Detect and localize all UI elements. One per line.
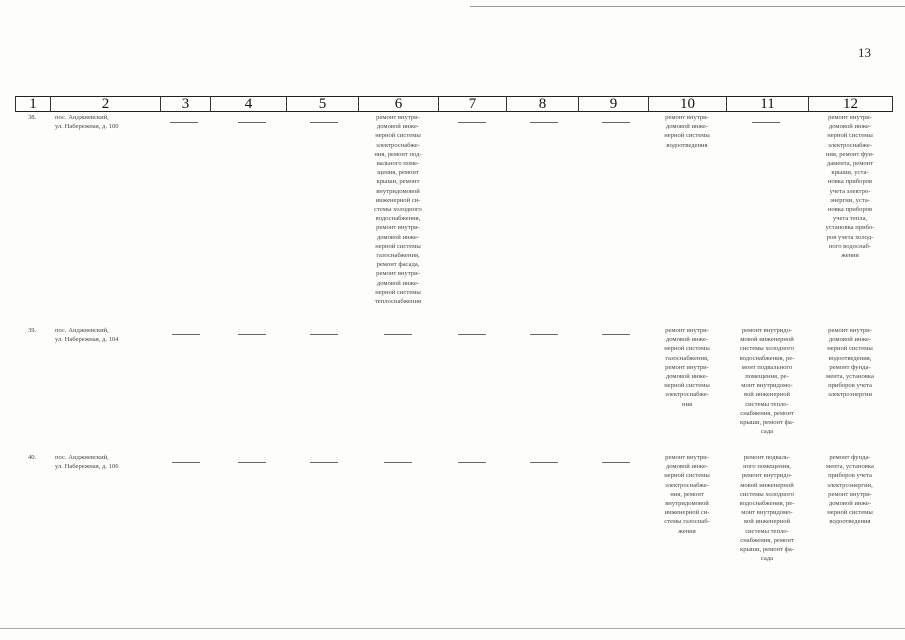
- row-number: 40.: [28, 454, 37, 461]
- empty-dash-col9: [602, 462, 630, 463]
- empty-dash-col5: [310, 462, 338, 463]
- header-cell-4: 4: [210, 96, 286, 112]
- page-number: 13: [858, 45, 871, 60]
- header-cell-2: 2: [50, 96, 160, 112]
- empty-dash-col8: [530, 334, 558, 335]
- empty-dash-col5: [310, 122, 338, 123]
- repair-works-col10: ремонт внутри- домовой инже- нерной системы водоотведения: [664, 114, 710, 149]
- header-cell-5: 5: [286, 96, 358, 112]
- top-scan-line: [470, 6, 905, 7]
- empty-dash-col6: [384, 334, 412, 335]
- header-right-border: [892, 96, 893, 112]
- empty-dash-col7: [458, 462, 486, 463]
- repair-works-col12: ремонт фунда- мента, установка приборов учета электроэнергии, ремонт внутри- домовой инже- нерной системы водоотведения: [826, 454, 874, 526]
- bottom-scan-line: [0, 628, 905, 629]
- empty-dash-col6: [384, 462, 412, 463]
- empty-dash-col7: [458, 122, 486, 123]
- empty-dash-col3: [170, 122, 198, 123]
- empty-dash-col7: [458, 334, 486, 335]
- row-number: 38.: [28, 114, 37, 121]
- header-cell-8: 8: [506, 96, 578, 112]
- repair-works-col12: ремонт внутри- домовой инже- нерной системы электроснабже- ния, ремонт фун- дамента, ремонт крыши, уста- новка приборов учета электро- энергии, уста- новка приборов учета тепла, установка прибо- ров учета холод- ного водоснаб- жения: [825, 114, 875, 260]
- repair-works-col11: ремонт внутридо- мовой инженерной системы холодного водоснабжения, ре- монт подвального помещения, ре- монт внутридомо- вой инженерной системы тепло- снабжения, ремонт крыши, ремонт фа- сада: [739, 327, 795, 436]
- header-cell-11: 11: [726, 96, 808, 112]
- header-cell-10: 10: [648, 96, 726, 112]
- header-cell-1: 1: [15, 96, 50, 112]
- address-line-1: пос. Анджиевский,: [55, 114, 109, 121]
- repair-works-col10: ремонт внутри- домовой инже- нерной системы газоснабжения, ремонт внутри- домовой инже- нерной системы электроснабже- ния: [664, 327, 710, 408]
- address-line-1: пос. Анджиевский,: [55, 454, 109, 461]
- row-number: 39.: [28, 327, 37, 334]
- repair-works-col6: ремонт внутри- домовой инже- нерной системы электроснабже- ния, ремонт под- вального поме- щения, ремонт крыши, ремонт внутридомовой инженерной си- стемы холодного водоснабжения, ремонт внутри- домовой инже- нерной системы газоснабжения, ремонт фасада, ремонт внутри- домовой инже- нерной системы теплоснабжения: [374, 114, 422, 306]
- header-cell-3: 3: [160, 96, 210, 112]
- address-line-2: ул. Набережная, д. 104: [55, 336, 119, 343]
- repair-works-col10: ремонт внутри- домовой инже- нерной системы электроснабже- ния, ремонт внутридомовой инженерной си- стемы газоснаб- жения: [664, 454, 710, 535]
- repair-works-col12: ремонт внутри- домовой инже- нерной системы водоотведения, ремонт фунда- мента, установка приборов учета электроэнергии: [826, 327, 874, 399]
- address-line-2: ул. Набережная, д. 106: [55, 463, 119, 470]
- empty-dash-col9: [602, 122, 630, 123]
- header-cell-6: 6: [358, 96, 438, 112]
- empty-dash-col4: [238, 334, 266, 335]
- repair-works-col11: ремонт подваль- ного помещения, ремонт внутридо- мовой инженерной системы холодного водоснабжения, ре- монт внутридомо- вой инженерной системы тепло- снабжения, ремонт крыши, ремонт фа- сада: [739, 454, 795, 563]
- empty-dash-col11: [752, 122, 780, 123]
- header-cell-7: 7: [438, 96, 506, 112]
- empty-dash-col3: [172, 334, 200, 335]
- empty-dash-col8: [530, 462, 558, 463]
- address-line-2: ул. Набережная, д. 100: [55, 123, 119, 130]
- empty-dash-col9: [602, 334, 630, 335]
- address-line-1: пос. Анджиевский,: [55, 327, 109, 334]
- empty-dash-col4: [238, 122, 266, 123]
- empty-dash-col4: [238, 462, 266, 463]
- empty-dash-col5: [310, 334, 338, 335]
- header-cell-9: 9: [578, 96, 648, 112]
- header-cell-12: 12: [808, 96, 892, 112]
- empty-dash-col3: [172, 462, 200, 463]
- empty-dash-col8: [530, 122, 558, 123]
